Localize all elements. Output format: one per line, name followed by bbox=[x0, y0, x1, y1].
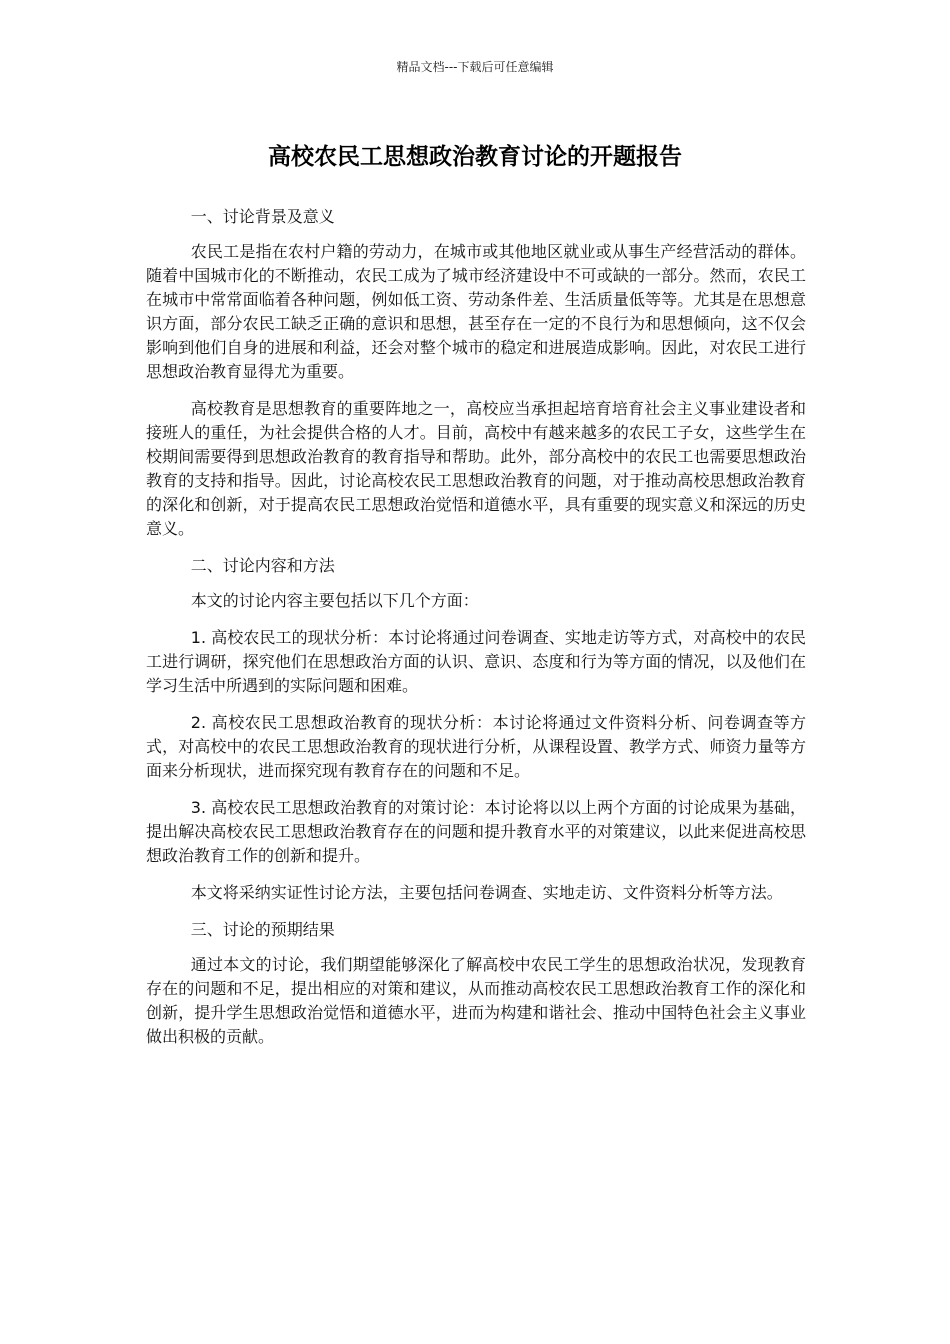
paragraph: 高校教育是思想教育的重要阵地之一，高校应当承担起培育培育社会主义事业建设者和接班人的重任，为社会提供合格的人才。目前，高校中有越来越多的农民工子女，这些学生在校期间需要得到思想政治教育的教育指导和帮助。此外，部分高校中的农民工也需要思想政治教育的支持和指导。因此，讨论高校农民工思想政治教育的问题，对于推动高校思想政治教育的深化和创新，对于提高农民工思想政治觉悟和道德水平，具有重要的现实意义和深远的历史意义。 bbox=[146, 399, 806, 538]
section-heading: 三、讨论的预期结果 bbox=[190, 920, 335, 939]
list-item: 3. 高校农民工思想政治教育的对策讨论：本讨论将以以上两个方面的讨论成果为基础，提出解决高校农民工思想政治教育存在的问题和提升教育水平的对策建议，以此来促进高校思想政治教育工作的创新和提升。 bbox=[146, 798, 806, 865]
document-title: 高校农民工思想政治教育讨论的开题报告 bbox=[268, 144, 682, 170]
paragraph: 农民工是指在农村户籍的劳动力，在城市或其他地区就业或从事生产经营活动的群体。随着中国城市化的不断推动，农民工成为了城市经济建设中不可或缺的一部分。然而，农民工在城市中常常面临着各种问题，例如低工资、劳动条件差、生活质量低等等。尤其是在思想意识方面，部分农民工缺乏正确的意识和思想，甚至存在一定的不良行为和思想倾向，这不仅会影响到他们自身的进展和利益，还会对整个城市的稳定和进展造成影响。因此，对农民工进行思想政治教育显得尤为重要。 bbox=[146, 242, 806, 381]
list-item: 1. 高校农民工的现状分析：本讨论将通过问卷调查、实地走访等方式，对高校中的农民工进行调研，探究他们在思想政治方面的认识、意识、态度和行为等方面的情况，以及他们在学习生活中所遇到的实际问题和困难。 bbox=[146, 628, 806, 695]
paragraph: 本文将采纳实证性讨论方法，主要包括问卷调查、实地走访、文件资料分析等方法。 bbox=[190, 883, 783, 902]
section-background bbox=[146, 205, 806, 541]
document-body bbox=[146, 205, 806, 1062]
section-heading: 二、讨论内容和方法 bbox=[190, 556, 335, 575]
section-content-methods bbox=[146, 554, 806, 905]
paragraph: 本文的讨论内容主要包括以下几个方面： bbox=[190, 591, 479, 610]
section-expected-results bbox=[146, 918, 806, 1049]
list-item: 2. 高校农民工思想政治教育的现状分析：本讨论将通过文件资料分析、问卷调查等方式，对高校中的农民工思想政治教育的现状进行分析，从课程设置、教学方式、师资力量等方面来分析现状，进而探究现有教育存在的问题和不足。 bbox=[146, 713, 806, 780]
header-note: 精品文档---下载后可任意编辑 bbox=[396, 60, 554, 74]
paragraph: 通过本文的讨论，我们期望能够深化了解高校中农民工学生的思想政治状况，发现教育存在的问题和不足，提出相应的对策和建议，从而推动高校农民工思想政治教育工作的深化和创新，提升学生思想政治觉悟和道德水平，进而为构建和谐社会、推动中国特色社会主义事业做出积极的贡献。 bbox=[146, 955, 806, 1046]
section-heading: 一、讨论背景及意义 bbox=[190, 207, 335, 226]
